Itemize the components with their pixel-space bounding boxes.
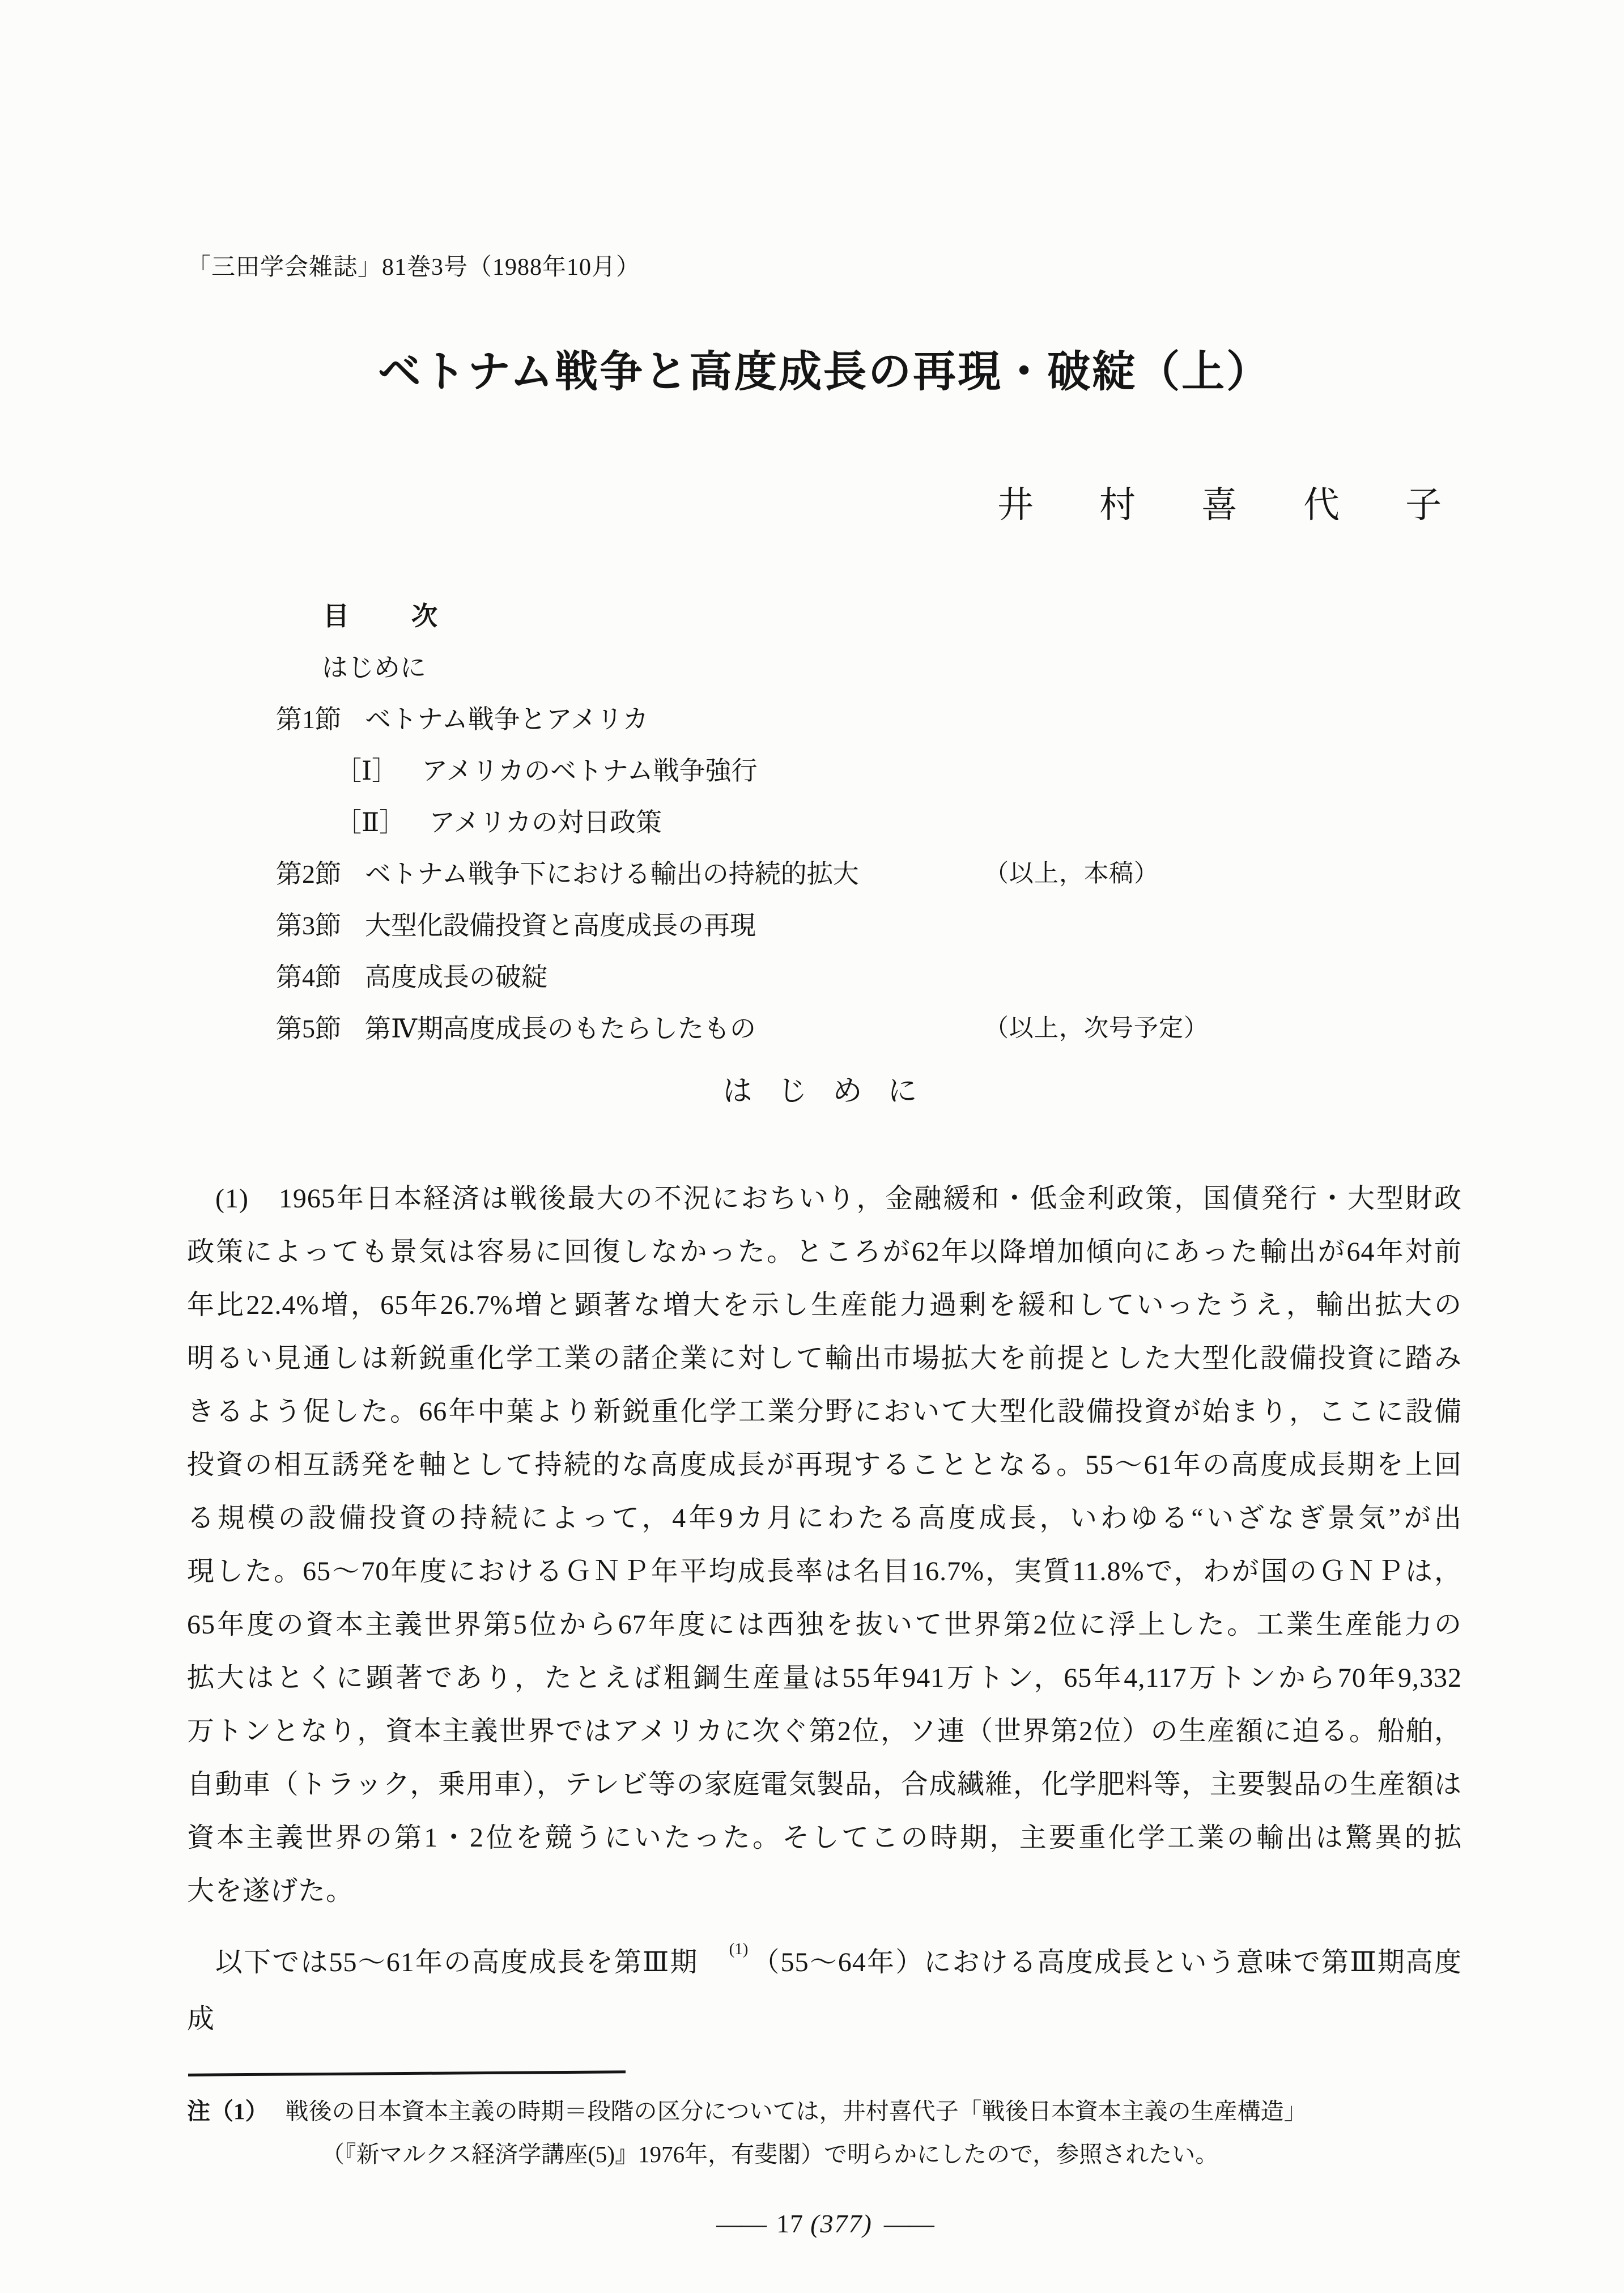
toc-item-note: （以上，次号予定）	[984, 1015, 1209, 1042]
toc-item-section1	[276, 694, 1462, 745]
toc-item-text: ベトナム戦争下における輸出の持続的拡大	[365, 860, 859, 888]
toc-item-section3	[276, 900, 1462, 951]
body-line-segment: 以下では55～61年の高度成長を第Ⅲ期	[215, 1947, 699, 1977]
footnote-divider-rule	[188, 2070, 626, 2076]
journal-citation: 「三田学会雑誌」81巻3号（1988年10月）	[187, 254, 641, 280]
body-line: きるよう促した。66年中葉より新鋭重化学工業分野において大型化設備投資が始まり，ここに設備	[187, 1397, 1462, 1427]
body-line-segment: （55～64年）における高度成長という意味で第Ⅲ期高度成	[187, 1947, 1463, 2034]
toc-item-label: 第2節	[276, 860, 341, 888]
toc-heading: 目 次	[323, 602, 441, 631]
body-line: 大を遂げた。	[187, 1876, 354, 1906]
paragraph-1	[187, 1172, 1462, 1918]
body-line: 明るい見通しは新鋭重化学工業の諸企業に対して輸出市場拡大を前提とした大型化設備投資に踏み	[187, 1343, 1462, 1373]
footer-dash-right: ——	[883, 2209, 933, 2238]
toc-item-text: アメリカの対日政策	[429, 808, 662, 837]
toc-item-label: ［Ⅰ］	[335, 756, 398, 785]
table-of-contents	[187, 590, 1462, 1054]
page-footer	[187, 2209, 1462, 2239]
footnote	[187, 2090, 1462, 2176]
body-line: 資本主義世界の第1・2位を競うにいたった。そしてこの時期，主要重化学工業の輸出は驚異的拡	[187, 1823, 1462, 1853]
toc-item-label: 第4節	[276, 963, 341, 992]
toc-item-section5	[276, 1003, 1462, 1054]
toc-item-note: （以上，本稿）	[984, 861, 1159, 887]
body-line	[187, 1936, 1462, 2046]
body-line: 政策によっても景気は容易に回復しなかった。ところが62年以降増加傾向にあった輸出が64年対前	[187, 1237, 1462, 1267]
body-line: 自動車（トラック，乗用車），テレビ等の家庭電気製品，合成繊維，化学肥料等，主要製品の生産額は	[187, 1769, 1462, 1799]
toc-item-sub1	[335, 745, 1462, 797]
toc-item-label: 第5節	[276, 1014, 341, 1043]
toc-item-text: はじめに	[322, 653, 426, 682]
toc-item-text: アメリカのベトナム戦争強行	[422, 756, 758, 785]
toc-item-text: 大型化設備投資と高度成長の再現	[365, 911, 756, 940]
body-line: 万トンとなり，資本主義世界ではアメリカに次ぐ第2位，ソ連（世界第2位）の生産額に迫る。船舶，	[187, 1716, 1462, 1746]
author-name: 井 村 喜 代 子	[997, 485, 1456, 525]
body-line: 65年度の資本主義世界第5位から67年度には西独を抜いて世界第2位に浮上した。工業生産能力の	[187, 1610, 1462, 1640]
body-text	[187, 1172, 1462, 2046]
toc-item-label: ［Ⅱ］	[335, 808, 406, 837]
body-line: 拡大はとくに顕著であり，たとえば粗鋼生産量は55年941万トン，65年4,117万トンから70年9,332	[187, 1663, 1462, 1693]
body-line: る規模の設備投資の持続によって，4年9カ月にわたる高度成長，いわゆる“いざなぎ景気”が出	[187, 1503, 1462, 1533]
toc-item-label: 第3節	[276, 911, 341, 940]
paragraph-2	[187, 1936, 1462, 2046]
toc-item-hajimeni	[322, 642, 1462, 694]
toc-item-text: 第Ⅳ期高度成長のもたらしたもの	[365, 1014, 756, 1043]
footnote-line	[187, 2090, 1462, 2133]
footnote-ref-marker: (1)	[729, 1940, 749, 1958]
section-heading-hajimeni: は じ め に	[722, 1075, 926, 1108]
footnote-line: （『新マルクス経済学講座(5)』1976年，有斐閣）で明らかにしたので，参照されたい。	[321, 2141, 1219, 2167]
issue-page-number: (377)	[810, 2209, 873, 2238]
toc-item-text: 高度成長の破綻	[365, 963, 547, 992]
toc-item-section4	[276, 951, 1462, 1003]
body-line: 投資の相互誘発を軸として持続的な高度成長が再現することとなる。55～61年の高度成長期を上回	[187, 1450, 1462, 1480]
page-number: 17	[776, 2209, 804, 2238]
footer-dash-left: ——	[716, 2209, 766, 2238]
footnote-label: 注（1）	[187, 2098, 269, 2124]
toc-item-section2	[276, 848, 1462, 900]
page-title: ベトナム戦争と高度成長の再現・破綻（上）	[377, 348, 1272, 396]
body-line: 年比22.4%増，65年26.7%増と顕著な増大を示し生産能力過剰を緩和していったうえ，輸出拡大の	[187, 1290, 1462, 1320]
toc-item-sub2	[335, 797, 1462, 848]
toc-item-text: ベトナム戦争とアメリカ	[365, 705, 649, 734]
toc-item-label: 第1節	[276, 705, 341, 734]
body-line: 現した。65～70年度におけるＧＮＰ年平均成長率は名目16.7%，実質11.8%で，わが国のＧＮＰは，	[187, 1556, 1462, 1586]
footnote-text: 戦後の日本資本主義の時期＝段階の区分については，井村喜代子「戦後日本資本主義の生産構造」	[285, 2098, 1307, 2124]
body-line: (1) 1965年日本経済は戦後最大の不況におちいり，金融緩和・低金利政策，国債発行・大型財政	[215, 1184, 1462, 1214]
